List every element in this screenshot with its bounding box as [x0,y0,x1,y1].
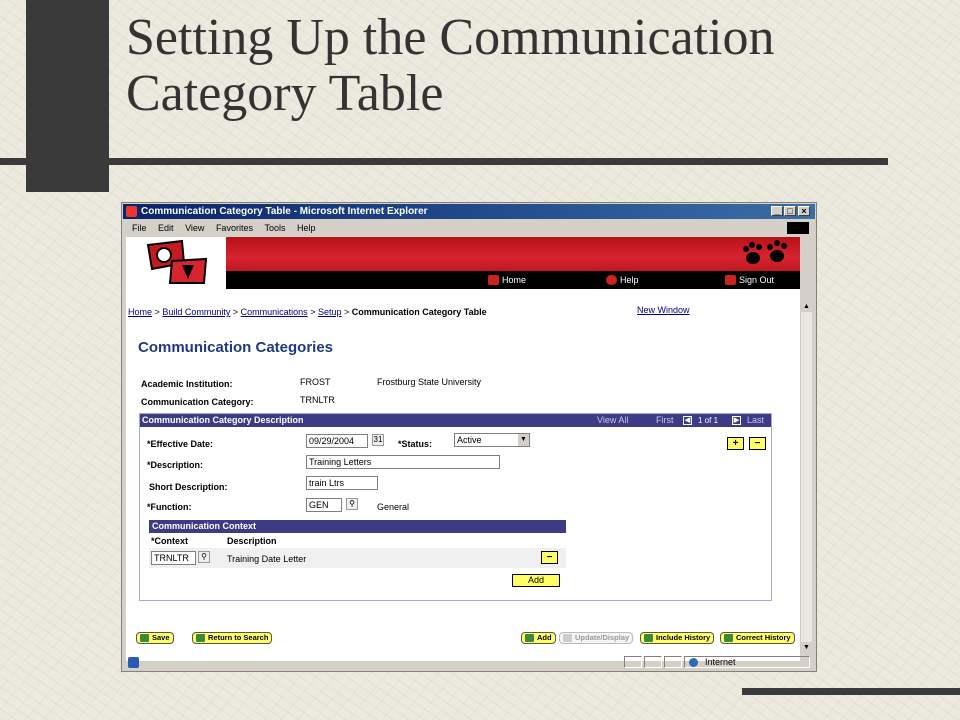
new-window-link[interactable]: New Window [637,305,690,315]
menu-file[interactable]: File [132,223,147,233]
page-content [126,237,800,661]
menu-view[interactable]: View [185,223,205,233]
view-all-link[interactable]: View All [597,415,629,425]
save-icon [140,634,149,642]
breadcrumb-setup[interactable]: Setup [317,307,342,317]
menu-tools[interactable]: Tools [264,223,286,233]
chevron-down-icon: ▼ [518,434,529,446]
breadcrumb: Home > Build Community > Communications > Setup > Communication Category Table [128,307,487,317]
description-group [139,413,772,601]
institution-label: Academic Institution: [141,379,233,389]
correct-history-button[interactable]: Correct History [720,632,795,644]
institution-name: Frostburg State University [377,377,482,387]
function-description: General [377,502,410,512]
scroll-down-icon[interactable]: ▼ [801,642,812,653]
first-link[interactable]: First [656,415,674,425]
status-segment [664,656,682,668]
last-link[interactable]: Last [747,415,765,425]
help-icon [606,275,617,285]
banner-red [226,237,800,271]
add-context-button[interactable]: Add [512,574,560,587]
breadcrumb-home[interactable]: Home [128,307,153,317]
save-button[interactable]: Save [136,632,174,644]
globe-icon [689,658,698,667]
scroll-up-icon[interactable]: ▲ [801,301,812,312]
calendar-icon[interactable]: 31 [373,435,383,444]
menu-favorites[interactable]: Favorites [215,223,253,233]
lookup-icon[interactable]: ⚲ [198,551,210,563]
maximize-icon[interactable]: □ [784,206,796,216]
status-segment [624,656,642,668]
breadcrumb-communications[interactable]: Communications [240,307,308,317]
minimize-icon[interactable]: _ [771,206,783,216]
lookup-icon[interactable]: ⚲ [346,498,358,510]
status-select[interactable]: Active ▼ [454,433,530,447]
update-display-button[interactable]: Update/Display [559,632,633,644]
delete-row-button[interactable]: − [749,437,766,450]
context-column-header: *Context [151,536,189,546]
table-row [149,548,566,568]
history-icon [644,634,653,642]
nav-signout[interactable]: Sign Out [725,275,774,285]
breadcrumb-current: Communication Category Table [351,307,487,317]
page-title: Communication Categories [138,339,334,356]
short-description-input[interactable]: train Ltrs [306,476,378,490]
status-label: *Status: [398,439,433,449]
status-segment [644,656,662,668]
menu-bar [123,220,815,236]
description-column-header: Description [227,536,277,546]
page-counter: 1 of 1 [698,416,719,425]
menu-help[interactable]: Help [297,223,316,233]
return-to-search-button[interactable]: Return to Search [192,632,272,644]
update-icon [563,634,572,642]
home-icon [488,275,499,285]
function-input[interactable]: GEN [306,498,342,512]
add-icon [525,634,534,642]
include-history-button[interactable]: Include History [640,632,714,644]
browser-window [121,202,817,672]
short-description-label: Short Description: [149,482,228,492]
search-icon [196,634,205,642]
description-input[interactable]: Training Letters [306,455,500,469]
slide-title: Setting Up the Communication Category Table [126,9,775,122]
nav-home[interactable]: Home [488,275,526,285]
windows-logo-icon [787,222,809,234]
paws-logo[interactable] [142,239,212,285]
description-label: *Description: [147,460,204,470]
ie-icon [126,206,137,217]
menu-edit[interactable]: Edit [158,223,174,233]
zone-label: Internet [705,657,736,667]
description-group-header: Communication Category Description View All First ◀ 1 of 1 ▶ Last [140,414,771,427]
delete-context-button[interactable]: − [541,551,558,564]
category-value: TRNLTR [300,395,335,405]
add-row-button[interactable]: + [727,437,744,450]
close-icon[interactable]: × [798,206,810,216]
signout-icon [725,275,736,285]
prev-icon[interactable]: ◀ [684,417,691,424]
context-input[interactable]: TRNLTR [151,551,196,565]
slide-divider-bottom [742,688,960,695]
banner-nav [226,271,800,289]
context-grid [149,520,566,568]
next-icon[interactable]: ▶ [733,417,740,424]
breadcrumb-build-community[interactable]: Build Community [162,307,231,317]
category-label: Communication Category: [141,397,254,407]
paw-prints-icon [741,240,791,268]
slide-divider-top [0,158,888,165]
window-title: Communication Category Table - Microsoft Internet Explorer [141,206,428,217]
vertical-scrollbar[interactable] [800,301,812,653]
effective-date-input[interactable]: 09/29/2004 [306,434,368,448]
nav-help[interactable]: Help [606,275,639,285]
add-button[interactable]: Add [521,632,556,644]
status-bar [124,655,814,670]
context-description: Training Date Letter [227,554,307,564]
zone-segment [684,656,810,668]
window-titlebar [123,204,815,219]
correct-icon [724,634,733,642]
institution-code: FROST [300,377,331,387]
effective-date-label: *Effective Date: [147,439,214,449]
context-grid-header: Communication Context [149,520,566,533]
page-icon [128,657,139,668]
function-label: *Function: [147,502,192,512]
